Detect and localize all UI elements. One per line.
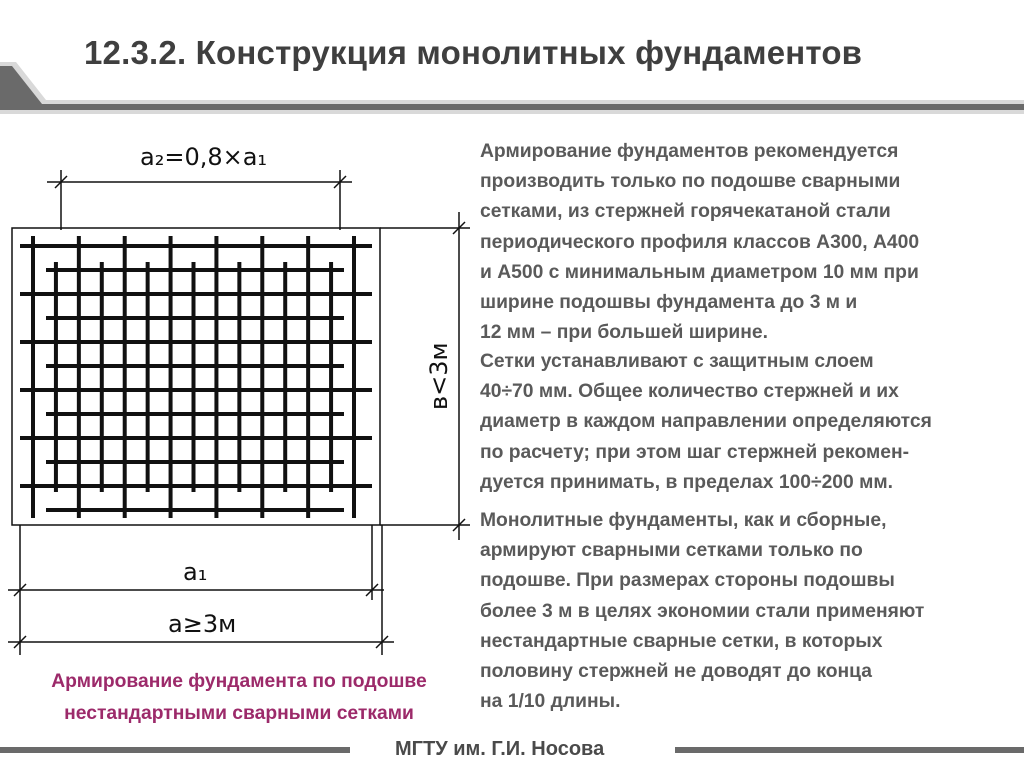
- paragraph-2: [480, 347, 1010, 498]
- text-line: более 3 м в целях экономии стали применяют: [480, 600, 925, 622]
- text-line: дуется принимать, в пределах 100÷200 мм.: [480, 471, 893, 493]
- dimension-a1-label: a₁: [183, 558, 208, 586]
- text-line: производить только по подошве сварными: [480, 171, 901, 193]
- text-line: 12 мм – при большей ширине.: [480, 322, 768, 344]
- text-line: ширине подошвы фундамента до 3 м и: [480, 292, 858, 314]
- caption-line: нестандартными сварными сетками: [64, 703, 414, 724]
- text-line: Сетки устанавливают с защитным слоем: [480, 351, 874, 372]
- dimension-a-label: a≥3м: [168, 610, 237, 638]
- dimension-a2-label: a₂=0,8×a₁: [140, 143, 268, 171]
- paragraph-1: [480, 137, 1010, 348]
- footer-divider-left: [0, 747, 350, 753]
- text-line: подошве. При размерах стороны подошвы: [480, 570, 895, 592]
- dimension-a2: [47, 170, 352, 230]
- dimension-b-label: в<3м: [425, 342, 453, 410]
- text-line: Армирование фундаментов рекомендуется: [480, 141, 899, 162]
- text-line: сетками, из стержней горячекатаной стали: [480, 201, 891, 223]
- text-line: на 1/10 длины.: [480, 691, 621, 713]
- text-line: 40÷70 мм. Общее количество стержней и их: [480, 381, 899, 403]
- text-line: и А500 с минимальным диаметром 10 мм при: [480, 261, 919, 283]
- text-line: половину стержней не доводят до конца: [480, 661, 872, 683]
- text-line: Монолитные фундаменты, как и сборные,: [480, 510, 887, 531]
- figure-caption: [4, 666, 474, 730]
- text-line: армируют сварными сетками только по: [480, 540, 863, 562]
- footer-institution: МГТУ им. Г.И. Носова: [395, 738, 605, 760]
- caption-line: Армирование фундамента по подошве: [51, 671, 427, 692]
- footer-divider-right: [675, 747, 1024, 753]
- slide-header: [0, 0, 1024, 120]
- text-line: диаметр в каждом направлении определяются: [480, 411, 932, 433]
- slide-title: 12.3.2. Конструкция монолитных фундаментов: [84, 34, 863, 71]
- text-line: периодического профиля классов А300, А400: [480, 231, 920, 253]
- reinforcement-mesh: [20, 236, 372, 518]
- foundation-mesh-drawing: [0, 128, 470, 663]
- slab-outline: [12, 228, 380, 525]
- text-line: нестандартные сварные сетки, в которых: [480, 630, 883, 652]
- paragraph-3: [480, 506, 1010, 717]
- text-line: по расчету; при этом шаг стержней рекомен-: [480, 441, 910, 463]
- slide-footer: [0, 730, 1024, 767]
